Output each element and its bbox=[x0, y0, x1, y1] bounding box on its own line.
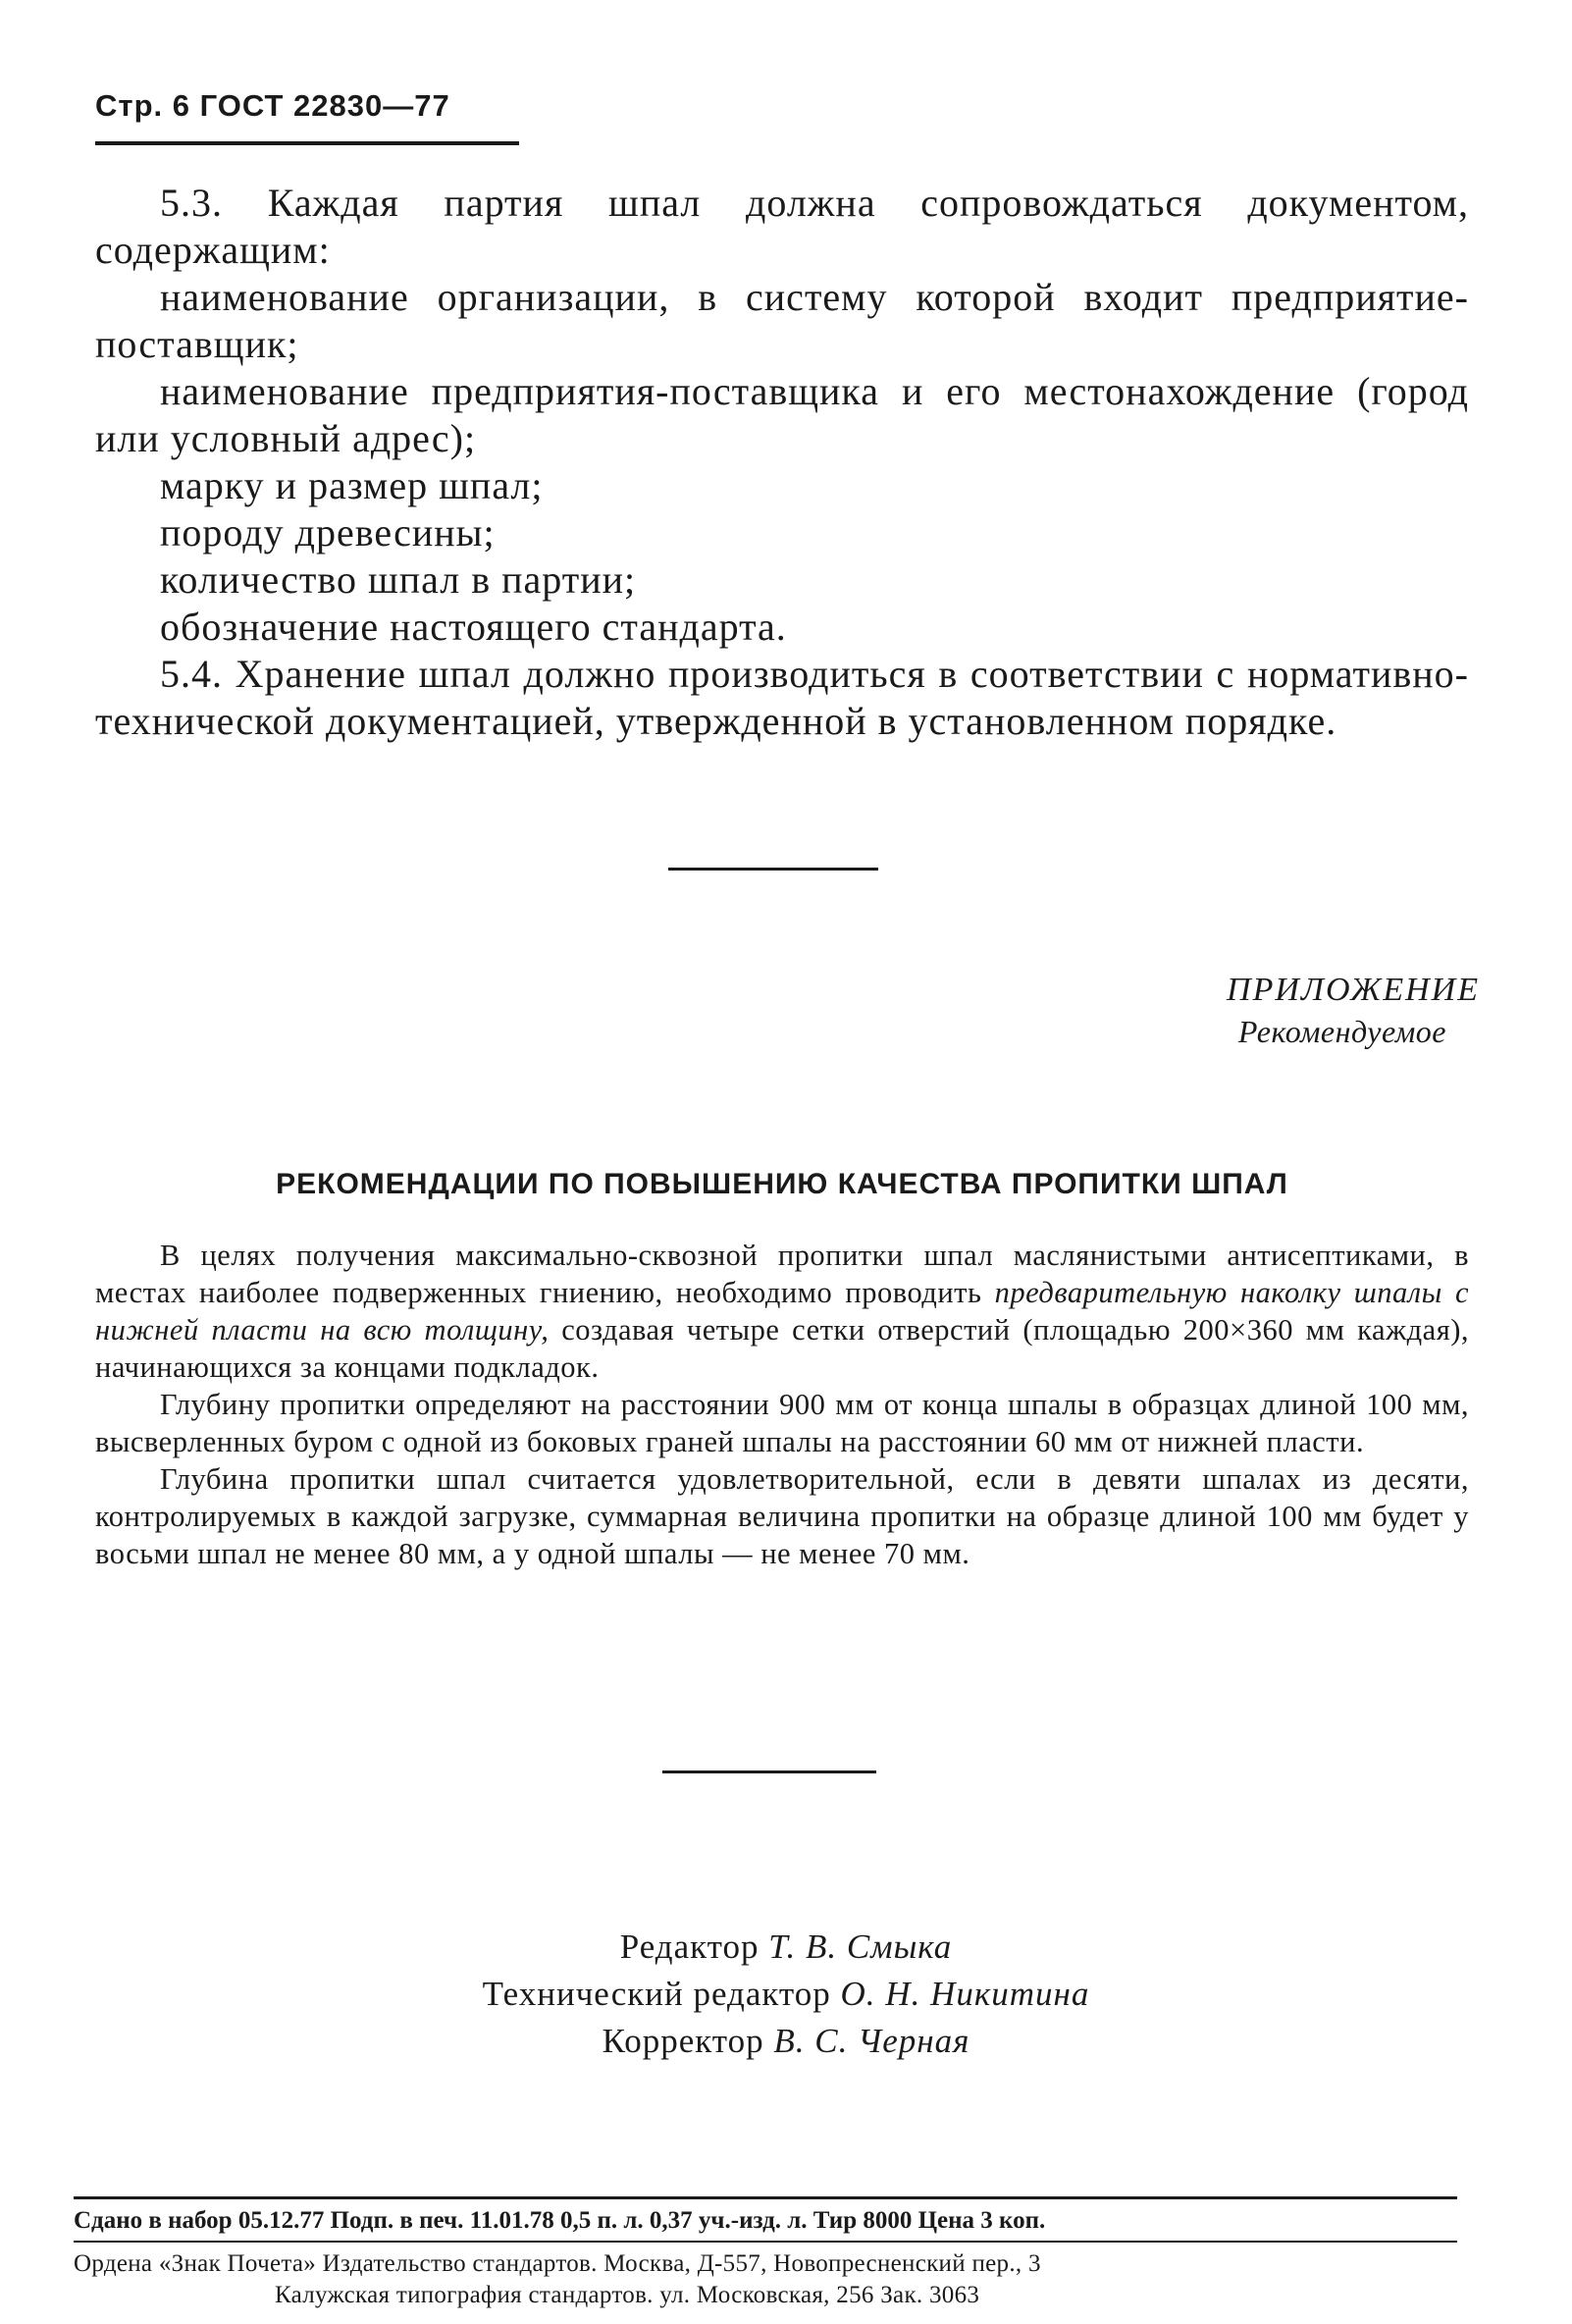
list-item: наименование предприятия-поставщика и его местонахождение (город или условный адрес); bbox=[95, 369, 1469, 460]
editor-label: Редактор bbox=[619, 1928, 760, 1966]
header-rule bbox=[95, 141, 519, 145]
recommendations-paragraph-2: Глубину пропитки определяют на расстоянии 900 мм от конца шпалы в образцах длиной 100 мм, высверленных буром с одной из боковых граней шпалы на расстоянии 60 мм от нижней пласти. bbox=[95, 1388, 1469, 1458]
credit-tech-editor bbox=[0, 1971, 1572, 2018]
p1-text-end: создавая четыре сетки отверстий (площадью 200×360 мм каждая), начинающихся за концами подкладок. bbox=[95, 1313, 1470, 1384]
imprint-rule bbox=[74, 2196, 1457, 2199]
list-item: породу древесины; bbox=[160, 510, 496, 555]
imprint-publisher: Ордена «Знак Почета» Издательство стандартов. Москва, Д-557, Новопресненский пер., 3 bbox=[74, 2250, 1041, 2277]
credits-block bbox=[0, 1924, 1572, 2065]
section-5-4: 5.4. Хранение шпал должно производиться в соответствии с нормативно-технической документацией, утвержденной в установленном порядке. bbox=[95, 652, 1469, 743]
recommendations-body bbox=[95, 1237, 1469, 1572]
credit-editor bbox=[0, 1924, 1572, 1971]
section-5-3-intro: 5.3. Каждая партия шпал должна сопровождаться документом, содержащим: bbox=[95, 181, 1469, 272]
corrector-label: Корректор bbox=[602, 2022, 764, 2060]
credit-corrector bbox=[0, 2018, 1572, 2065]
list-item: количество шпал в партии; bbox=[160, 557, 637, 602]
appendix-block bbox=[1227, 970, 1480, 1052]
imprint-block bbox=[74, 2196, 1457, 2311]
list-item: наименование организации, в систему которой входит предприятие-поставщик; bbox=[95, 275, 1469, 366]
imprint-print-data: Сдано в набор 05.12.77 Подп. в печ. 11.01.78 0,5 п. л. 0,37 уч.-изд. л. Тир 8000 Цена 3 коп. bbox=[74, 2207, 1046, 2234]
corrector-name: В. С. Черная bbox=[773, 2022, 970, 2060]
editor-name: Т. В. Смыка bbox=[768, 1928, 953, 1966]
recommendations-paragraph-3: Глубина пропитки шпал считается удовлетворительной, если в девяти шпалах из десяти, контролируемых в каждой загрузке, суммарная величина пропитки на образце длиной 100 мм будет у восьми шпал не менее 80 мм, а у одной шпалы — не менее 70 мм. bbox=[95, 1462, 1469, 1570]
list-item: обозначение настоящего стандарта. bbox=[160, 605, 787, 649]
appendix-status: Рекомендуемое bbox=[1237, 1014, 1446, 1049]
separator-rule bbox=[668, 868, 878, 871]
imprint-printer: Калужская типография стандартов. ул. Московская, 256 Зак. 3063 bbox=[275, 2282, 980, 2308]
p1-italic-text: предварительную наколку шпалы с нижней пласти на всю толщину, bbox=[95, 1276, 1469, 1347]
list-item: марку и размер шпал; bbox=[160, 463, 544, 507]
imprint-rule bbox=[74, 2241, 1457, 2243]
p1-text-start: В целях получения максимально-сквозной пропитки шпал маслянистыми антисептиками, в местах наиболее подверженных гниению, необходимо проводить bbox=[95, 1239, 1469, 1309]
tech-editor-label: Технический редактор bbox=[482, 1975, 831, 2013]
page-header: Стр. 6 ГОСТ 22830—77 bbox=[95, 88, 450, 123]
separator-rule bbox=[662, 1770, 876, 1773]
tech-editor-name: О. Н. Никитина bbox=[840, 1975, 1090, 2013]
recommendations-paragraph-1 bbox=[95, 1237, 1469, 1386]
section-5-3 bbox=[95, 180, 1469, 745]
appendix-label: ПРИЛОЖЕНИЕ bbox=[1227, 972, 1480, 1008]
recommendations-title: РЕКОМЕНДАЦИИ ПО ПОВЫШЕНИЮ КАЧЕСТВА ПРОПИТКИ ШПАЛ bbox=[276, 1168, 1288, 1200]
